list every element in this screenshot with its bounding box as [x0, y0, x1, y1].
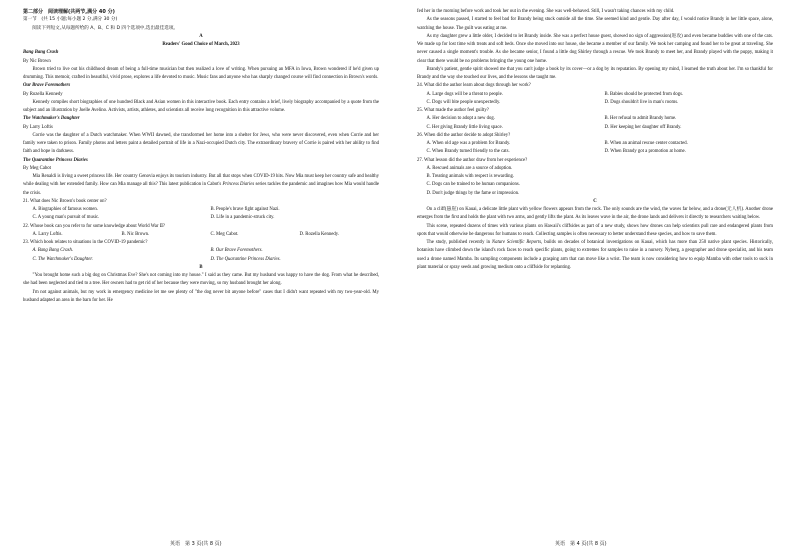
option-a: A. Rescued animals are a source of adoption. — [426, 165, 513, 171]
book-author: By Meg Cabot — [23, 165, 51, 171]
option-b: B. People's brave fight against Nazi. — [210, 207, 280, 212]
book-title: The Watchmaker's Daughter — [23, 116, 80, 122]
option-text: D. The Quarantine Princess Diaries. — [210, 256, 281, 262]
question-21: 21. What does Nic Brown's book center on? — [23, 198, 107, 204]
options-row — [417, 115, 773, 123]
option-a: A. Larry Loftis. — [32, 231, 63, 237]
question-26: 26. When did the author decide to adopt Shirley? — [417, 132, 511, 138]
option-a: A. Biographies of famous women. — [32, 207, 98, 212]
book-description — [23, 173, 379, 198]
text-run: Mia Renaldi is living a sweet princess life. Her country Genovia enjoys its tourism industry. But all that stops when COVID-19 hits. Now Mia must keep her country safe and healthy while dealing with her extended family. How can Mia manage all this? This latest publication in Cabot's — [23, 174, 379, 188]
option-a: A. Large dogs will be a threat to people. — [426, 91, 503, 97]
journal-name: Nature Scientific Reports — [491, 240, 542, 245]
instructions: 阅读下列短文,从每题所给的 A、B、C 和 D 四个选项中,选出最佳选项。 — [32, 25, 179, 31]
question-22: 22. Whose book can you refer to for some knowledge about World War Ⅱ? — [23, 223, 166, 229]
paragraph: On a cliff(悬崖) on Kauai, a delicate little plant with yellow flowers appears from the rock. The only sounds are the wind, the waves far below, and a drone(无人机). Another drone emerges from the first and holds the plant with two arms, and gently lifts the plant. As its leaves wave in the air, the drone lands and delivers it directly to researchers waiting below. — [417, 207, 773, 221]
option-a: A. When old age was a problem for Brandy. — [426, 141, 511, 146]
option-d: D. Don't judge things by the fame or impression. — [426, 190, 520, 196]
option-a: A. Her decision to adopt a new dog. — [426, 116, 495, 122]
option-d: D. Dogs shouldn't live in man's rooms. — [604, 99, 679, 105]
page-footer-right: 英语 第 4 页(共 8 页) — [555, 541, 607, 547]
option-c: C. Meg Cabot. — [210, 231, 239, 237]
option-c: C. Dogs will bite people unexpectedly. — [426, 99, 501, 105]
passage-a-letter: A — [199, 33, 203, 39]
option-b: B. When an animal rescue center contacted. — [604, 141, 688, 146]
left-column — [23, 8, 379, 305]
option-d: D. Her keeping her daughter off Brandy. — [604, 124, 682, 130]
option-b — [201, 247, 379, 255]
options-row — [23, 214, 379, 222]
option-c — [23, 256, 201, 264]
option-d — [201, 256, 379, 264]
right-column — [417, 8, 773, 272]
paragraph: This scene, repeated dozens of times with various plants on Hawaii's cliffsides as part of a new study, shows how drones can help scientists pull rare and endangered plants from spots that would otherwise be dangerous for humans to reach. Collecting samples is often necessary to better understand these species, and how to save them. — [417, 223, 773, 237]
text-run: , builds on decades of botanical investigations on Kauai, which has more than 250 native plant species. Historically, botanists have climbed down the island's rock faces to reach specific plants, going to extremes for samples to raise in a nursery. Nyberg, a geographer and drone specialist, and his team used a drone named Mamba. Its sampling components include a grasping arm that can move like a wrist. The team is now considering how to equip Mamba with other tools to suck in plant material or spray seeds and growing medium onto a cliffside for replanting. — [417, 240, 774, 270]
paragraph: As my daughter grew a little older, I decided to let Brandy inside. She was a perfect house guest, showed no sign of aggression(进攻) and even became buddies with one of the cats. We made up for lost time with treats and soft beds. Once she moved into our house, she became a member of our family. We took her camping and found her to be great at traveling. She never caused a single moment's trouble. As she became senior, I found a little dog Shirley through a rescue. We took Brandy to meet her, and Brandy played with the puppy, making it clear that there would be no problems bringing the young one home. — [417, 33, 773, 64]
paragraph: Brandy's patient, gentle spirit showed me that you can't judge a book by its cover—or a dog by its reputation. By opening my mind, I learned the truth about her. I'm so thankful for Brandy and the way she touched our lives, and the lessons she taught me. — [417, 66, 773, 80]
series-name: Princess Diaries — [222, 182, 255, 188]
option-b: B. Her refusal to admit Brandy home. — [604, 116, 677, 122]
option-a — [23, 247, 201, 255]
option-d: D. Rozella Kennedy. — [299, 231, 340, 237]
question-23: 23. Which book relates to situations in the COVID-19 pandemic? — [23, 240, 148, 245]
passage-c-letter: C — [593, 198, 597, 204]
options-row — [23, 231, 379, 239]
option-b: B. Nic Brown. — [121, 231, 150, 237]
options-row — [23, 256, 379, 264]
book-title: Our Brave Foremothers — [23, 83, 71, 89]
paragraph: As the seasons passed, I started to feel bad for Brandy being stuck outside all the time. She seemed kind and gentle. Day after day, I would notice Brandy in her little space, alone, watching the house. The guilt was eating at me. — [417, 17, 773, 31]
option-d: D. Life in a pandemic-struck city. — [210, 215, 275, 221]
option-c: C. When Brandy turned friendly to the cats. — [426, 149, 510, 155]
option-b: B. Treating animals with respect is rewarding. — [426, 174, 515, 179]
book-title: The Quarantine Princess Diaries — [23, 157, 88, 163]
text-run: series tackles the pandemic and imagines how Mia would handle the crisis. — [23, 182, 379, 196]
options-row — [417, 99, 773, 107]
book-description: Kennedy compiles short biographies of one hundred Black and Asian women in this interactive book. Each entry contains a brief, lively biography accompanied by a quote from the subject and an illustration by Joelle Avelino. Activists, artists, athletes, and scientists all receive long recognition in this attractive volume. — [23, 99, 379, 113]
options-row — [23, 206, 379, 214]
option-b: B. Babies should be protected from dogs. — [604, 91, 684, 97]
book-author: By Larry Loftis — [23, 124, 53, 130]
option-c: C. Dogs can be trained to be human companions. — [426, 182, 520, 188]
book-author: By Rozella Kennedy — [23, 91, 63, 97]
option-d: D. When Brandy got a promotion at home. — [604, 149, 686, 155]
paragraph: "You brought home such a big dog on Christmas Eve? She's not coming into my house." I said as they came. But my husband was happy to have the dog. From what he described, she had been neglected and tied to a tree. Her owners had to get rid of her because they were moving, so my husband brought her along. — [23, 273, 379, 287]
options-row — [417, 140, 773, 148]
options-row — [417, 91, 773, 99]
page-footer-left: 英语 第 3 页(共 8 页) — [170, 541, 222, 547]
question-24: 24. What did the author learn about dogs through her work? — [417, 83, 531, 89]
question-27: 27. What lesson did the author draw from her experience? — [417, 157, 528, 163]
option-text: B. Our Brave Foremothers. — [210, 248, 263, 254]
passage-b-letter: B — [199, 264, 203, 270]
option-c: C. Her giving Brandy little living space. — [426, 124, 503, 130]
option-text: A. Bang Bang Crash. — [32, 248, 74, 254]
paragraph: I'm not against animals, but my work in emergency medicine let me see plenty of "the dog never bit anyone before" cases that I didn't want repeated with my two-year-old. My husband adapted an area in the barn for her. He — [23, 289, 379, 303]
section-header: 第一节 (共 15 小题;每小题 2 分,满分 30 分) — [23, 17, 118, 23]
question-25: 25. What made the author feel guilty? — [417, 108, 489, 113]
option-c: C. A young man's pursuit of music. — [32, 215, 100, 221]
paragraph — [417, 239, 773, 272]
book-author: By Nic Brown — [23, 58, 51, 64]
options-row — [23, 247, 379, 255]
options-row — [417, 124, 773, 132]
book-description: Corrie was the daughter of a Dutch watchmaker. When WWII dawned, she transformed her home into a shelter for Jews, who were never discovered, even when Corrie and her family were taken to prison. Family photos and letters paint a detailed portrait of life in a Nazi-occupied Dutch city. The extraordinary bravery of Corrie is paired with her ability to find faith and hope in darkness. — [23, 132, 379, 155]
part-header: 第二部分 阅读理解(共两节,满分 40 分) — [23, 9, 115, 15]
text-run: The study, published recently in — [426, 240, 492, 245]
options-row — [417, 148, 773, 156]
passage-a-title: Readers' Good Choice of March, 2023 — [162, 42, 240, 47]
book-title: Bang Bang Crash — [23, 50, 59, 56]
paragraph: fed her in the morning before work and took her out in the evening. She was well-behaved. Still, I wasn't taking chances with my child. — [417, 9, 675, 14]
option-text: C. The Watchmaker's Daughter. — [32, 256, 93, 262]
book-description: Brown tried to live out his childhood dream of being a full-time musician but then realized a love of writing. When pursuing an MFA in Iowa, Brown wondered if he'd given up drumming. This memoir, crafted in beautiful, vivid prose, explores a life devoted to music. Music fans and anyone who has sharply changed course will find connection in Brown's words. — [23, 66, 379, 80]
